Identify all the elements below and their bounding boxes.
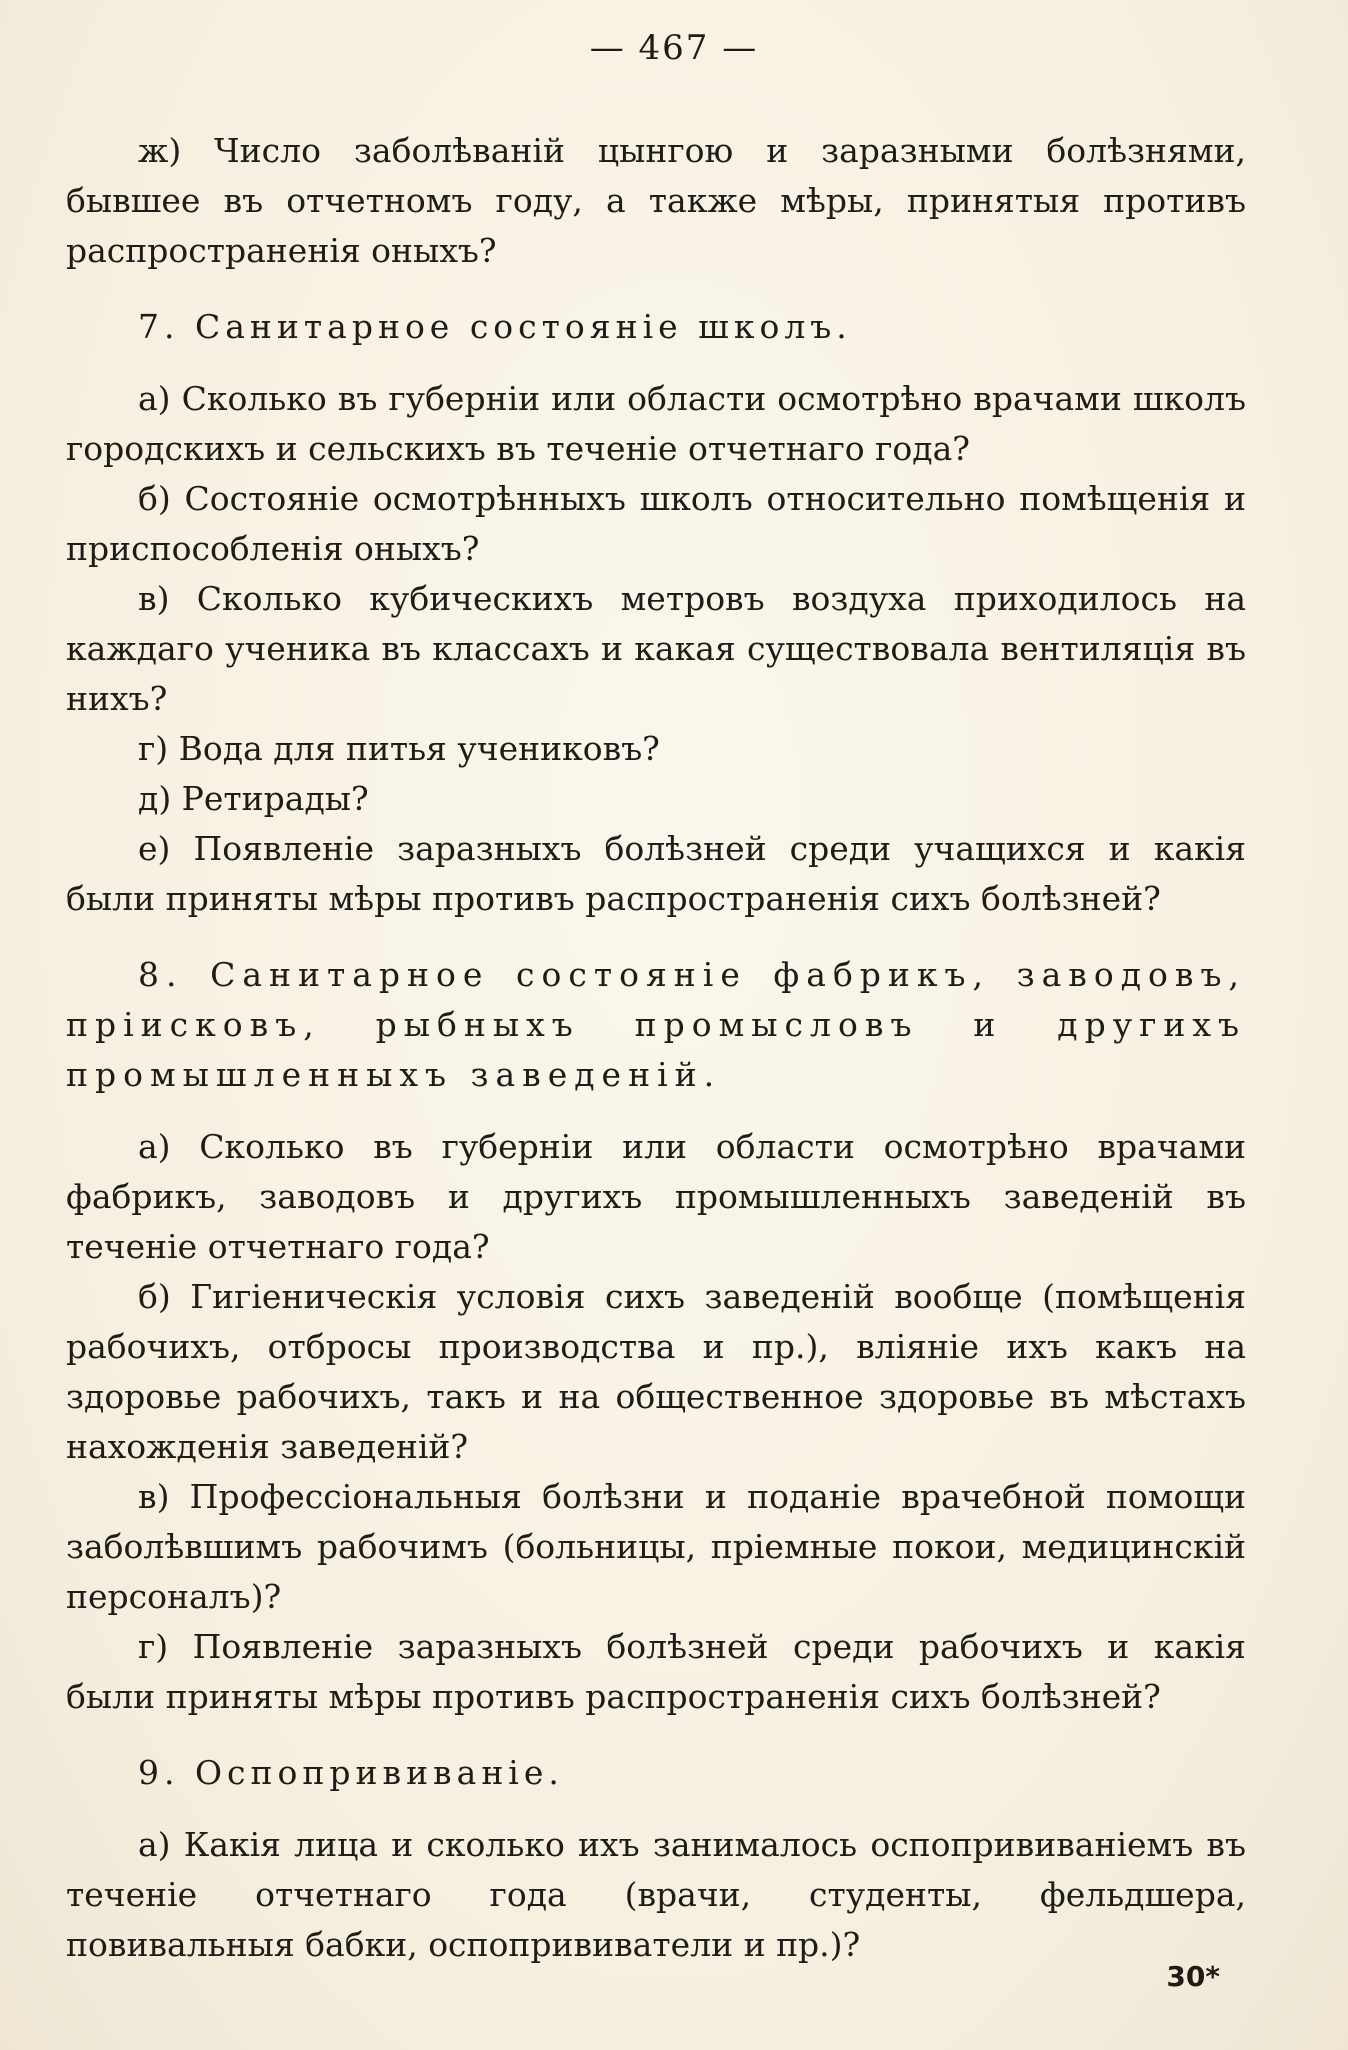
section-heading-7: 7. Санитарное состояніе школъ.: [138, 307, 852, 346]
paragraph-7b: б) Состояніе осмотрѣнныхъ школъ относительно помѣщенія и приспособленія оныхъ?: [66, 479, 1246, 568]
paragraph-9a: а) Какія лица и сколько ихъ занималось оспопрививаніемъ въ теченіе отчетнаго года (врачи, студенты, фельдшера, повивальныя бабки, оспопрививатели и пр.)?: [66, 1825, 1246, 1964]
paragraph-7g: г) Вода для питья учениковъ?: [138, 729, 660, 768]
page-number: — 467 —: [589, 28, 759, 68]
paragraph-8v: в) Профессіональныя болѣзни и поданіе врачебной помощи заболѣвшимъ рабочимъ (больницы, пріемные покои, медицинскій персоналъ)?: [66, 1477, 1246, 1616]
paragraph-7a: а) Сколько въ губерніи или области осмотрѣно врачами школъ городскихъ и сельскихъ въ теченіе отчетнаго года?: [66, 379, 1246, 468]
document-body: [66, 126, 1246, 1970]
section-heading-8: 8. Санитарное состояніе фабрикъ, заводовъ, пріисковъ, рыбныхъ промысловъ и другихъ промышленныхъ заведеній.: [66, 955, 1246, 1094]
paragraph-7v: в) Сколько кубическихъ метровъ воздуха приходилось на каждаго ученика въ классахъ и какая существовала вентиляція въ нихъ?: [66, 579, 1246, 718]
paragraph-8b: б) Гигіеническія условія сихъ заведеній вообще (помѣщенія рабочихъ, отбросы производства и пр.), вліяніе ихъ какъ на здоровье рабочихъ, такъ и на общественное здоровье въ мѣстахъ нахожденія заведеній?: [66, 1277, 1246, 1466]
printer-signature-mark: 30*: [1166, 1960, 1220, 1993]
paragraph-zh-scurvy: ж) Число заболѣваній цынгою и заразными болѣзнями, бывшее въ отчетномъ году, а также мѣры, принятыя противъ распространенія оныхъ?: [66, 131, 1246, 270]
paragraph-7d: д) Ретирады?: [138, 779, 369, 818]
paragraph-7e: е) Появленіе заразныхъ болѣзней среди учащихся и какія были приняты мѣры противъ распространенія сихъ болѣзней?: [66, 829, 1246, 918]
paragraph-8a: а) Сколько въ губерніи или области осмотрѣно врачами фабрикъ, заводовъ и другихъ промышленныхъ заведеній въ теченіе отчетнаго года?: [66, 1127, 1246, 1266]
paragraph-8g: г) Появленіе заразныхъ болѣзней среди рабочихъ и какія были приняты мѣры противъ распространенія сихъ болѣзней?: [66, 1627, 1246, 1716]
section-heading-9: 9. Оспопрививаніе.: [138, 1753, 564, 1792]
